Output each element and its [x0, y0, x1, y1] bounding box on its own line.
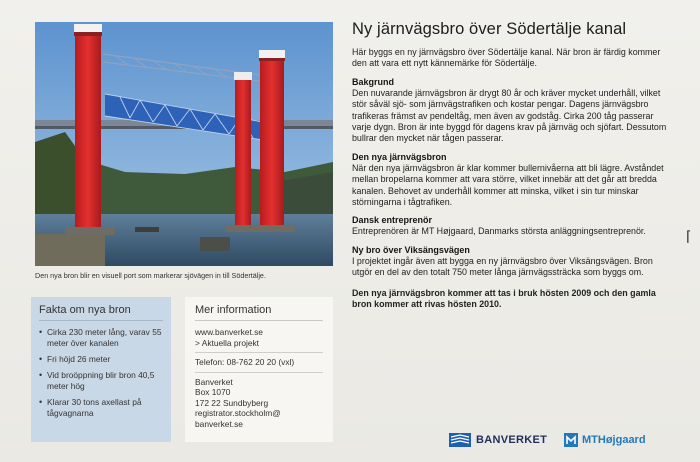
address-email: banverket.se	[195, 418, 243, 429]
section-text: När den nya järnvägsbron är klar kommer bullernivåerna att bli lägre. Avståndet mellan bropelarna kommer att vara större, vilket innebär att det går att bredda kanalen. Behovet av underhåll kommer att minska, vilket i sin tur minskar störningarna i tågtrafiken.	[352, 162, 664, 208]
info-phone: Telefon: 08-762 20 20 (vxl)	[195, 357, 295, 367]
mt-hojgaard-logo	[564, 432, 646, 448]
address-line: 172 22 Sundbyberg	[195, 397, 269, 408]
address-line: Box 1070	[195, 387, 231, 397]
divider	[195, 372, 323, 373]
banverket-logo	[449, 432, 547, 448]
section-heading: Den nya järnvägsbron	[352, 151, 447, 162]
more-info-box	[185, 297, 333, 442]
address-email: registrator.stockholm@	[195, 408, 281, 418]
fact-item: • Klarar 30 tons axellast på tågvagnarna	[39, 397, 163, 419]
bridge-illustration	[35, 22, 333, 266]
section-text: I projektet ingår även att bygga en ny järnvägsbro över Viksängsvägen. Bron utgör en del av den totalt 750 meter långa järnvägssträcka som byggs om.	[352, 255, 653, 278]
closing-text: Den nya järnvägsbron kommer att tas i bruk hösten 2009 och den gamla bron kommer att rivas hösten 2010.	[352, 287, 656, 310]
section-heading: Ny bro över Viksängsvägen	[352, 244, 470, 255]
info-website[interactable]: www.banverket.se	[195, 327, 263, 337]
banverket-mark-icon	[449, 433, 471, 447]
fact-item: • Vid broöppning blir bron 40,5 meter hög	[39, 370, 163, 392]
mounting-bracket: ⌈	[686, 228, 692, 244]
bridge-photo-svg	[35, 22, 333, 266]
page-title: Ny järnvägsbro över Södertälje kanal	[352, 20, 627, 38]
info-projects-link[interactable]: > Aktuella projekt	[195, 337, 260, 348]
section-text: Den nuvarande järnvägsbron är drygt 80 år och kräver mycket underhåll, vilket stör såväl sjö- som järnvägstrafiken och kostar pengar. Dagens järnvägsbro trafikeras främst av pendeltåg, men även av godståg. Cirka 200 tåg passerar varje dygn. Bron är inte byggd för dagens krav på järnväg och sjöfart. Dessutom bullrar den mycket när tågen passerar.	[352, 87, 667, 144]
facts-list	[39, 327, 163, 419]
photo-caption: Den nya bron blir en visuell port som markerar sjövägen in till Södertälje.	[35, 271, 266, 280]
facts-heading: Fakta om nya bron	[39, 304, 163, 321]
article	[352, 20, 674, 311]
info-heading: Mer information	[195, 304, 323, 321]
mt-hojgaard-mark-icon	[564, 433, 578, 447]
section-heading: Bakgrund	[352, 76, 395, 87]
facts-box	[31, 297, 171, 442]
section-text: Entreprenören är MT Højgaard, Danmarks största anläggningsentreprenör.	[352, 226, 646, 237]
divider	[195, 352, 323, 353]
intro-text: Här byggs en ny järnvägsbro över Södertälje kanal. När bron är färdig kommer den att vara ett nytt kännemärke för Södertälje.	[352, 47, 661, 69]
section-heading: Dansk entreprenör	[352, 215, 433, 226]
banverket-logo-text: BANVERKET	[476, 434, 548, 446]
mt-hojgaard-logo-text: MTHøjgaard	[582, 434, 646, 446]
fact-item: • Cirka 230 meter lång, varav 55 meter över kanalen	[39, 327, 163, 349]
fact-item: • Fri höjd 26 meter	[39, 354, 163, 365]
address-line: Banverket	[195, 376, 233, 387]
